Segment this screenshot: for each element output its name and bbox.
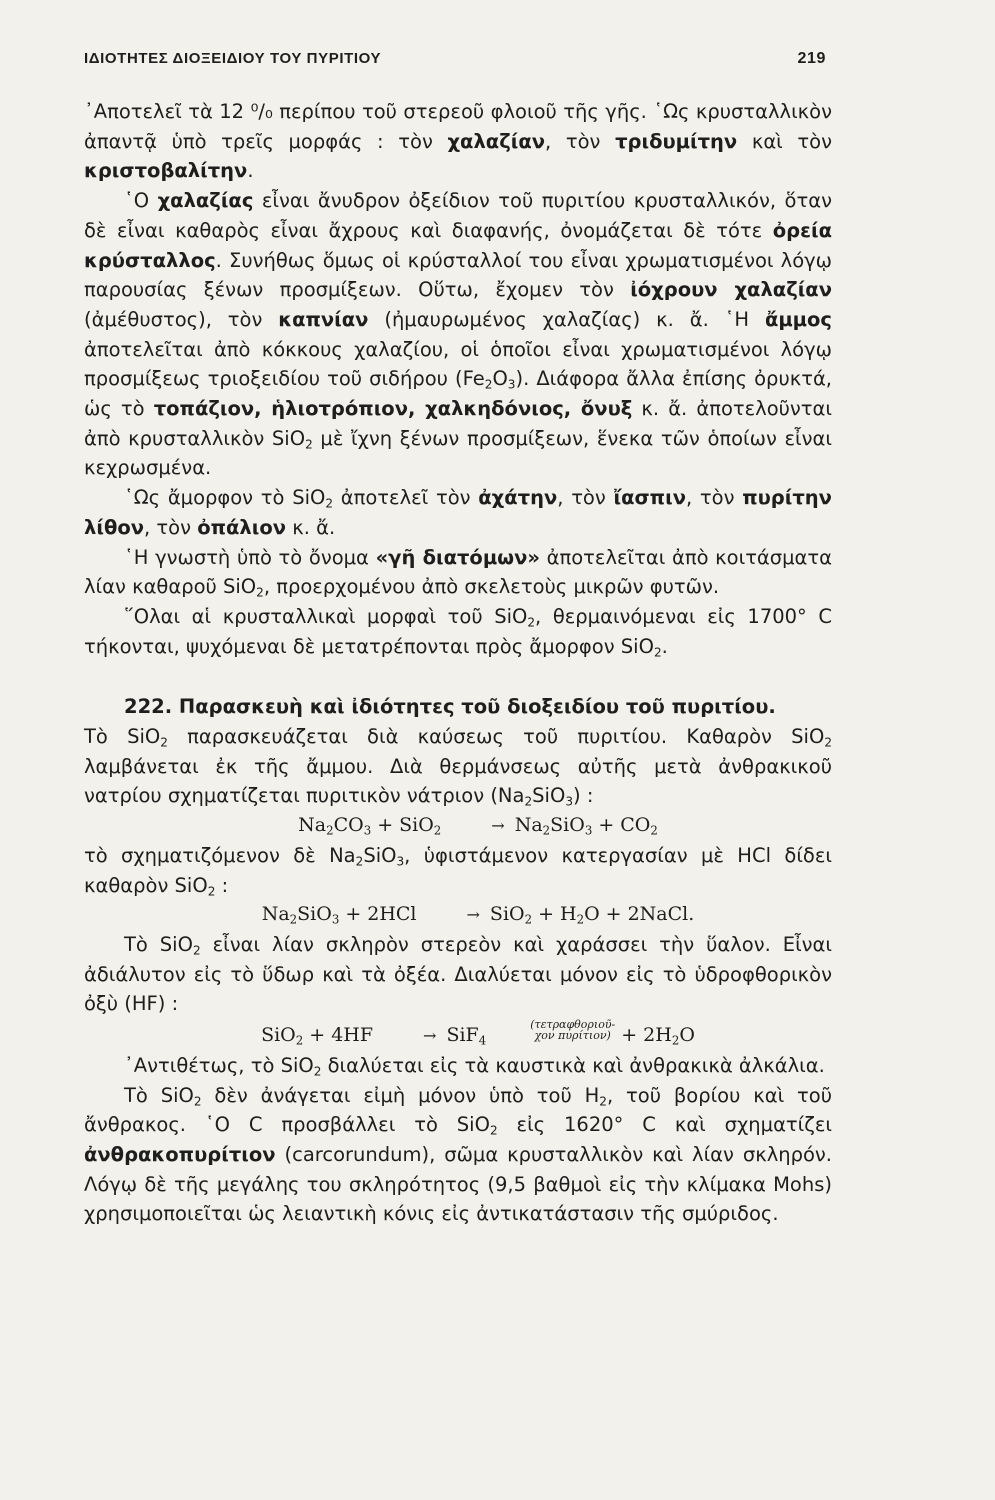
- term-chalazias: χαλαζίαν: [447, 129, 545, 153]
- paragraph-amorphous: ῾Ως ἄμορφον τὸ SiO$_2$ ἀποτελεῖ τὸν ἀχάτην, τὸν ἴασπιν, τὸν πυρίτην λίθον, τὸν ὀπάλιον κ. ἄ.: [84, 486, 832, 539]
- reaction-arrow-icon: →: [466, 905, 480, 925]
- paragraph-diatomite: ῾Η γνωστὴ ὑπὸ τὸ ὄνομα «γῆ διατόμων» ἀποτελεῖται ἀπὸ κοιτάσματα λίαν καθαροῦ SiO$_2$, προερχομένου ἀπὸ σκελετοὺς μικρῶν φυτῶν.: [84, 545, 833, 600]
- paragraph-hcl: τὸ σχηματιζόμενον δὲ $Na_2SiO_3$, ὑφιστάμενον κατεργασίαν μὲ HCl δίδει καθαρὸν SiO$_2$ :: [84, 843, 832, 898]
- paragraph-alkali: ᾿Αντιθέτως, τὸ SiO$_2$ διαλύεται εἰς τὰ καυστικὰ καὶ ἀνθρακικὰ ἀλκάλια.: [124, 1053, 825, 1079]
- paragraph-hardness: Τὸ SiO$_2$ εἶναι λίαν σκληρὸν στερεὸν καὶ χαράσσει τὴν ὕαλον. Εἶναι ἀδιάλυτον εἰς τὸ ὕδωρ καὶ τὰ ὀξέα. Διαλύεται μόνον εἰς τὸ ὑδροφθορικὸν ὀξὺ (HF) :: [84, 932, 833, 1016]
- equation-hf: SiO$_2$ + 4HF → SiF$_4$ (τετραφθοριοῦ- χον πυρίτιον) + $2H_2O$: [84, 1019, 832, 1051]
- equation-hcl: $Na_2SiO_3 + 2HCl \to SiO_2 + H_2O$ + 2NaCl.: [84, 900, 832, 930]
- paragraph-reduction: Τὸ SiO$_2$ δὲν ἀνάγεται εἰμὴ μόνον ὑπὸ τοῦ $H_2$, τοῦ βορίου καὶ τοῦ ἄνθρακος. ῾Ο C προσβάλλει τὸ SiO$_2$ εἰς 1620° C καὶ σχηματίζει ἀνθρακοπυρίτιον (carcorundum), σῶμα κρυσταλλικὸν καὶ λίαν σκληρόν. Λόγῳ δὲ τῆς μεγάλης του σκληρότητος (9,5 βαθμοὶ εἰς τὴν κλίμακα Mohs) χρησιμοποιεῖται ὡς λειαντικὴ κόνις εἰς ἀντικατάστασιν τῆς σμύριδος.: [84, 1083, 833, 1226]
- paragraph-silica-abundance: ᾿Αποτελεῖ τὰ 12 ⁰/₀ περίπου τοῦ στερεοῦ φλοιοῦ τῆς γῆς. ῾Ως κρυσταλλικὸν ἀπαντᾷ ὑπὸ τρεῖς μορφάς : τὸν χαλαζίαν, τὸν τριδυμίτην καὶ τὸν κριστοβαλίτην.: [84, 100, 832, 183]
- equation-sodium-silicate: $Na_2CO_3 + SiO_2 \to Na_2SiO_3 + CO_2$: [84, 811, 832, 841]
- term-cristobalite: κριστοβαλίτην: [84, 159, 248, 183]
- page-header: [84, 50, 826, 72]
- product-note: (τετραφθοριοῦ- χον πυρίτιον): [530, 1018, 616, 1043]
- paragraph-melting: ῞Ολαι αἱ κρυσταλλικαὶ μορφαὶ τοῦ SiO$_2$, θερμαινόμεναι εἰς 1700° C τήκονται, ψυχόμεναι δὲ μετατρέπονται πρὸς ἄμορφον SiO$_2$.: [84, 604, 832, 660]
- reaction-arrow-icon: →: [491, 816, 505, 836]
- section-heading: 222. Παρασκευὴ καὶ ἰδιότητες τοῦ διοξειδίου τοῦ πυριτίου.: [124, 695, 776, 719]
- paragraph-preparation: Τὸ SiO$_2$ παρασκευάζεται διὰ καύσεως τοῦ πυριτίου. Καθαρὸν SiO$_2$ λαμβάνεται ἐκ τῆς ἄμμου. Διὰ θερμάνσεως αὐτῆς μετὰ ἀνθρακικοῦ νατρίου σχηματίζεται πυριτικὸν νάτριον $(Na_2SiO_3)$ :: [84, 725, 833, 809]
- paragraph-quartz: ῾Ο χαλαζίας εἶναι ἄνυδρον ὀξείδιον τοῦ πυριτίου κρυσταλλικόν, ὅταν δὲ εἶναι καθαρὸς εἶναι ἄχρους καὶ διαφανής, ὀνομάζεται δὲ τότε ὀρεία κρύσταλλος. Συνήθως ὅμως οἱ κρύσταλλοί του εἶναι χρωματισμένοι λόγῳ παρουσίας ξένων προσμίξεων. Οὕτω, ἔχομεν τὸν ἰόχρουν χαλαζίαν (ἀμέθυστος), τὸν καπνίαν (ἠμαυρωμένος χαλαζίας) κ. ἄ. ῾Η ἄμμος ἀποτελεῖται ἀπὸ κόκκους χαλαζίου, οἱ ὁποῖοι εἶναι χρωματισμένοι λόγῳ προσμίξεως τριοξειδίου τοῦ σιδήρου $(Fe_2O_3)$. Διάφορα ἄλλα ἐπίσης ὀρυκτά, ὡς τὸ τοπάζιον, ἡλιοτρόπιον, χαλκηδόνιος, ὄνυξ κ. ἄ. ἀποτελοῦνται ἀπὸ κρυσταλλικὸν SiO$_2$ μὲ ἴχνη ξένων προσμίξεων, ἕνεκα τῶν ὁποίων εἶναι κεχρωσμένα.: [84, 189, 833, 480]
- running-title: ΙΔΙΟΤΗΤΕΣ ΔΙΟΞΕΙΔΙΟΥ ΤΟΥ ΠΥΡΙΤΙΟΥ: [84, 50, 382, 67]
- reaction-arrow-icon: →: [423, 1026, 437, 1046]
- term-tridymite: τριδυμίτην: [615, 129, 738, 153]
- page-number: 219: [797, 50, 826, 67]
- body-text: [84, 97, 832, 1229]
